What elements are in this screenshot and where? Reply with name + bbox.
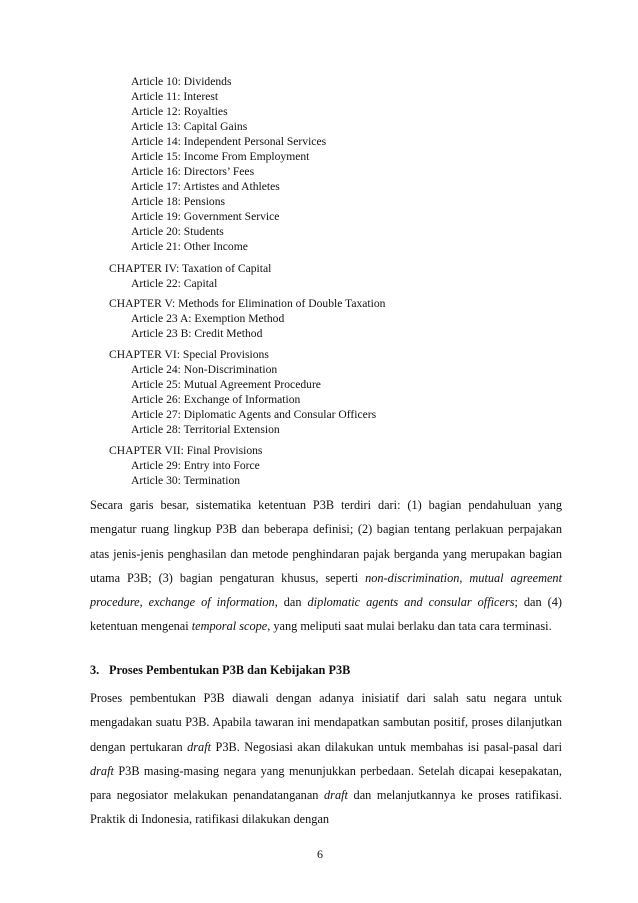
italic-term: temporal scope — [191, 619, 268, 634]
toc-article: Article 10: Dividends — [131, 75, 232, 88]
section-number: 3. — [90, 663, 100, 677]
toc-article: Article 19: Government Service — [131, 210, 280, 223]
toc-article: Article 30: Termination — [131, 474, 241, 487]
toc-article: Article 24: Non-Discrimination — [131, 363, 278, 376]
text-run: dan melanjutkannya ke proses ratifikasi. Praktik di Indonesia, ratifikasi dilakukan dengan — [90, 788, 562, 827]
toc-article: Article 23 B: Credit Method — [131, 327, 263, 340]
italic-term: draft — [187, 739, 212, 754]
toc-article: Article 12: Royalties — [131, 105, 228, 118]
toc-article: Article 28: Territorial Extension — [131, 423, 280, 436]
section-heading — [90, 660, 350, 680]
toc-article: Article 13: Capital Gains — [131, 120, 248, 133]
toc-article: Article 14: Independent Personal Services — [131, 135, 327, 148]
toc-article: Article 16: Directors’ Fees — [131, 165, 255, 178]
toc-article: Article 25: Mutual Agreement Procedure — [131, 378, 321, 391]
toc-article: Article 20: Students — [131, 225, 224, 238]
toc-article: Article 23 A: Exemption Method — [131, 312, 285, 325]
italic-term: draft — [90, 763, 114, 778]
text-run: P3B masing-masing negara yang menunjukkan perbedaan. Setelah dicapai kesepakatan, para negosiator melakukan penandatanganan — [90, 763, 562, 803]
text-run: Secara garis besar, sistematika ketentuan P3B terdiri dari: (1) bagian pendahuluan yang mengatur ruang lingkup P3B dan beberapa definisi; (2) bagian tentang perlakuan perpajakan atas jenis-jenis penghasilan dan metode penghindaran pajak berganda yang merupakan bagian utama P3B; (3) bagian pengaturan khusus, seperti — [90, 498, 562, 585]
section-title: Proses Pembentukan P3B dan Kebijakan P3B — [109, 663, 351, 677]
toc-article: Article 15: Income From Employment — [131, 150, 310, 163]
page-number: 6 — [317, 847, 323, 861]
process-paragraph — [90, 686, 562, 832]
toc-chapter: CHAPTER IV: Taxation of Capital — [109, 262, 272, 275]
toc-article: Article 26: Exchange of Information — [131, 393, 301, 406]
text-run: ; dan (4) ketentuan mengenai — [90, 595, 562, 634]
toc-chapter: CHAPTER VII: Final Provisions — [109, 444, 263, 457]
text-run: P3B. Negosiasi akan dilakukan untuk membahas isi pasal-pasal dari — [211, 739, 563, 754]
text-run: , yang meliputi saat mulai berlaku dan tata cara terminasi. — [267, 619, 552, 634]
toc-article: Article 17: Artistes and Athletes — [131, 180, 280, 193]
summary-paragraph — [90, 493, 562, 639]
toc-chapter: CHAPTER V: Methods for Elimination of Double Taxation — [109, 297, 386, 310]
toc-article: Article 22: Capital — [131, 277, 218, 290]
text-run: Proses pembentukan P3B diawali dengan adanya inisiatif dari salah satu negara untuk mengadakan suatu P3B. Apabila tawaran ini mendapatkan sambutan positif, proses dilanjutkan dengan pertukaran — [90, 691, 562, 754]
italic-term: draft — [324, 788, 348, 803]
toc-article: Article 21: Other Income — [131, 240, 248, 253]
italic-term: diplomatic agents and consular officers — [307, 595, 515, 610]
toc-article: Article 11: Interest — [131, 90, 219, 103]
toc-article: Article 18: Pensions — [131, 195, 226, 208]
text-run: , dan — [274, 595, 308, 610]
italic-term: non-discrimination, mutual agreement procedure, exchange of information — [90, 570, 562, 610]
toc-article: Article 27: Diplomatic Agents and Consular Officers — [131, 408, 377, 421]
toc-article: Article 29: Entry into Force — [131, 459, 260, 472]
toc-chapter: CHAPTER VI: Special Provisions — [109, 348, 269, 361]
